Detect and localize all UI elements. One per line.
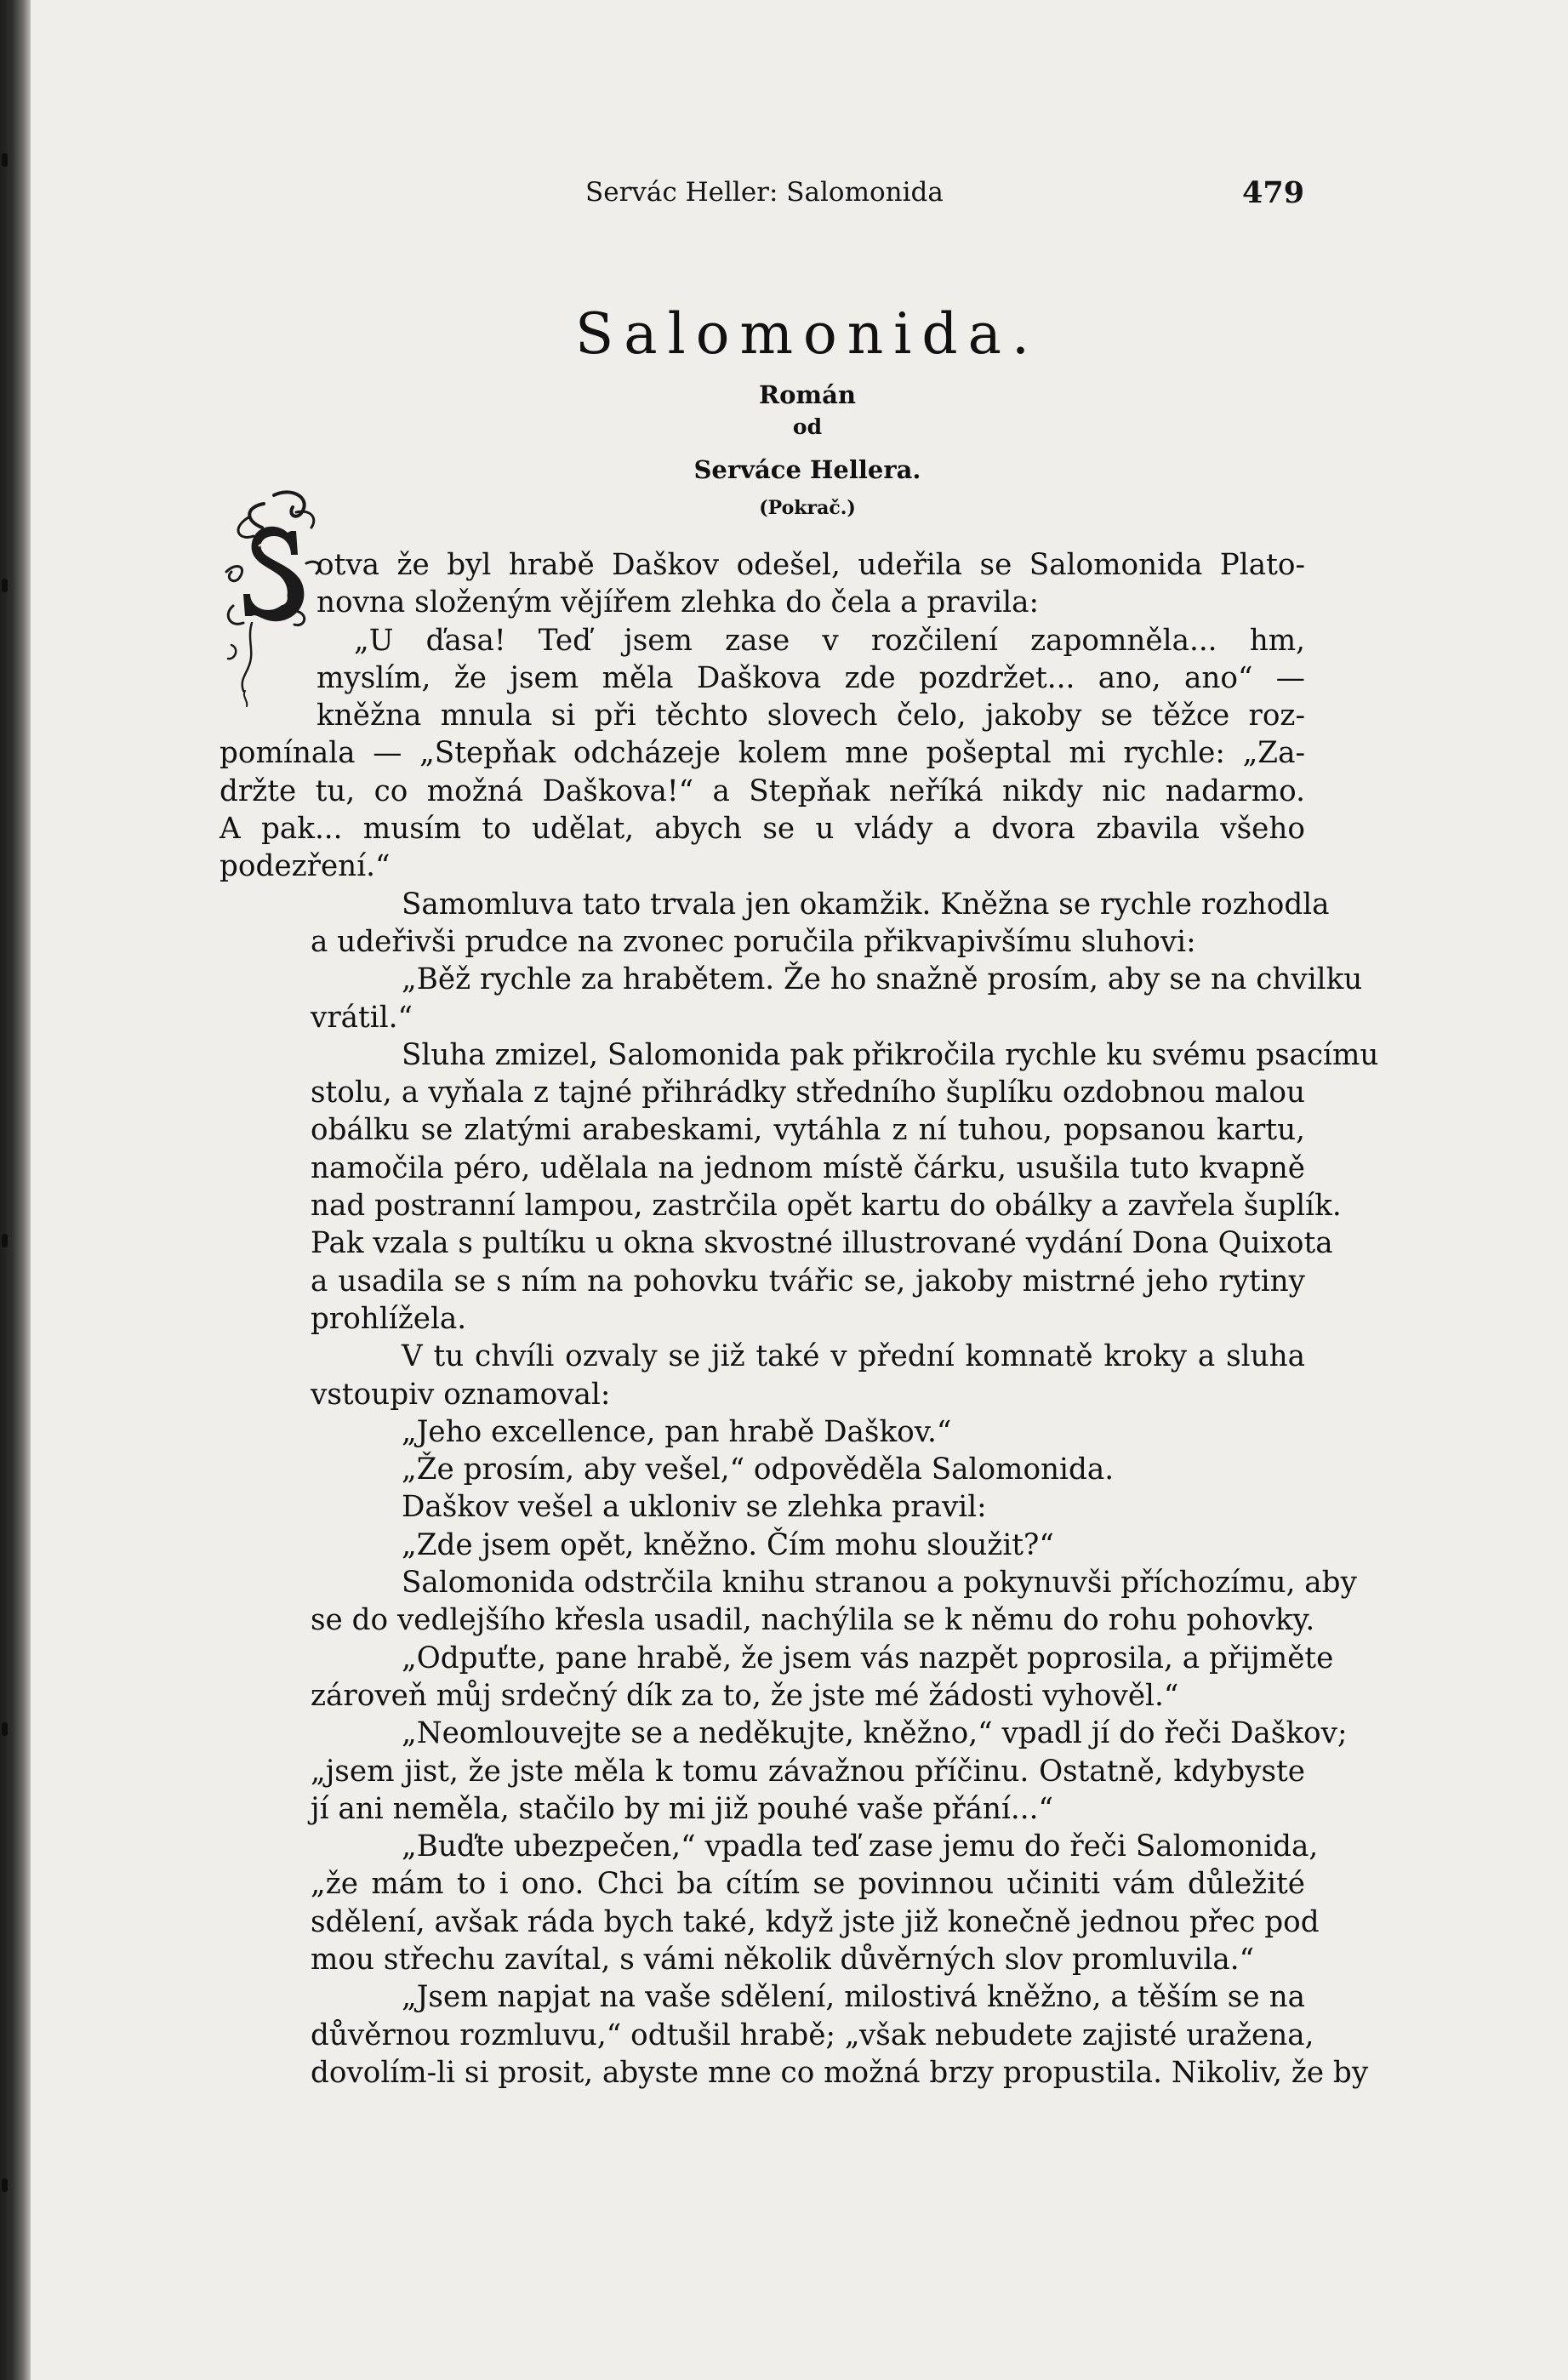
text-line: Sluha zmizel, Salomonida pak přikročila rychle ku svému psacímu bbox=[402, 1037, 1379, 1072]
chapter-title: Salomonida. bbox=[575, 301, 1040, 367]
text-line: „jsem jist, že jste měla k tomu závažnou příčinu. Ostatně, kdybyste bbox=[311, 1754, 1305, 1789]
text-line: „Běž rychle za hrabětem. Že ho snažně prosím, aby se na chvilku bbox=[402, 962, 1363, 997]
text-line: mou střechu zavítal, s vámi několik důvěrných slov promluvila.“ bbox=[311, 1942, 1255, 1977]
continuation-note: (Pokrač.) bbox=[759, 497, 856, 519]
page-header bbox=[0, 177, 1568, 220]
text-line: kněžna mnula si při těchto slovech čelo, jakoby se těžce roz- bbox=[316, 699, 1305, 733]
text-line: podezření.“ bbox=[220, 849, 391, 884]
text-line: „že mám to i ono. Chci ba cítím se povinnou učiniti vám důležité bbox=[311, 1867, 1305, 1902]
paragraph bbox=[220, 1488, 1305, 1526]
text-line: vrátil.“ bbox=[311, 1000, 413, 1035]
paragraph bbox=[220, 1527, 1305, 1564]
text-line: „Zde jsem opět, kněžno. Čím mohu sloužit?“ bbox=[402, 1527, 1054, 1562]
paragraph bbox=[220, 1451, 1305, 1488]
text-line: „Buďte ubezpečen,“ vpadla teď zase jemu do řeči Salomonida, bbox=[402, 1829, 1319, 1864]
text-line: se do vedlejšího křesla usadil, nachýlila se k němu do rohu pohovky. bbox=[311, 1603, 1315, 1638]
page-number: 479 bbox=[1242, 175, 1305, 210]
binding-mark bbox=[2, 1234, 8, 1247]
author-name: Serváce Hellera. bbox=[693, 455, 921, 484]
text-line: „Jsem napjat na vaše sdělení, milostivá kněžno, a těším se na bbox=[402, 1980, 1305, 2015]
text-line: nad postranní lampou, zastrčila opět kartu do obálky a zavřela šuplík. bbox=[311, 1189, 1342, 1224]
running-head: Servác Heller: Salomonida bbox=[585, 177, 944, 208]
text-line: a usadila se s ním na pohovku tvářic se, jakoby mistrné jeho rytiny bbox=[311, 1264, 1305, 1298]
paragraph bbox=[220, 961, 1363, 1036]
text-line: důvěrnou rozmluvu,“ odtušil hrabě; „však nebudete zajisté uražena, bbox=[311, 2018, 1314, 2052]
binding-mark bbox=[2, 1722, 8, 1736]
binding-mark bbox=[2, 579, 8, 592]
text-line: Samomluva tato trvala jen okamžik. Kněžna se rychle rozhodla bbox=[402, 887, 1330, 922]
text-line: jí ani neměla, stačilo by mi již pouhé vaše přání...“ bbox=[311, 1791, 1053, 1826]
text-line: vstoupiv oznamoval: bbox=[311, 1377, 611, 1412]
text-line: otva že byl hrabě Daškov odešel, udeřila se Salomonida Plato- bbox=[316, 548, 1305, 582]
binding-mark bbox=[2, 153, 8, 167]
text-line: novna složeným vějířem zlehka do čela a pravila: bbox=[316, 585, 1040, 620]
text-line: myslím, že jsem měla Daškova zde pozdržet... ano, ano“ — bbox=[316, 660, 1305, 695]
text-line: „Jeho excellence, pan hrabě Daškov.“ bbox=[402, 1414, 952, 1449]
paragraph bbox=[220, 1036, 1379, 1338]
text-line: obálku se zlatými arabeskami, vytáhla z ní tuhou, popsanou kartu, bbox=[311, 1113, 1305, 1148]
paragraph bbox=[220, 1338, 1305, 1413]
paragraph bbox=[220, 1564, 1357, 1640]
paragraph bbox=[220, 886, 1330, 962]
paragraph bbox=[220, 1715, 1348, 1828]
text-line: „Odpuťte, pane hrabě, že jsem vás nazpět poprosila, a přijměte bbox=[402, 1641, 1334, 1675]
text-line: Pak vzala s pultíku u okna skvostné illustrované vydání Dona Quixota bbox=[311, 1226, 1333, 1261]
text-line: držte tu, co možná Daškova!“ a Stepňak neříká nikdy nic nadarmo. bbox=[220, 773, 1305, 808]
text-line: stolu, a vyňala z tajné přihrádky středního šuplíku ozdobnou malou bbox=[311, 1076, 1305, 1110]
text-line: „U ďasa! Teď jsem zase v rozčilení zapomněla... hm, bbox=[354, 623, 1305, 658]
text-line: sdělení, avšak ráda bych také, když jste již konečně jednou přec pod bbox=[311, 1904, 1320, 1939]
text-line: Salomonida odstrčila knihu stranou a pokynuvši příchozímu, aby bbox=[402, 1566, 1357, 1601]
article-body bbox=[220, 546, 1379, 2092]
text-line: „Že prosím, aby vešel,“ odpověděla Salomonida. bbox=[402, 1453, 1115, 1487]
paragraph bbox=[220, 1828, 1320, 1978]
text-line: a udeřivši prudce na zvonec poručila přikvapivšímu sluhovi: bbox=[311, 924, 1196, 959]
paragraph bbox=[220, 1413, 1305, 1451]
text-line: dovolím-li si prosit, abyste mne co možná brzy propustila. Nikoliv, že by bbox=[311, 2055, 1369, 2090]
genre-label: Román bbox=[758, 380, 856, 409]
paragraph bbox=[220, 1978, 1369, 2092]
paragraph bbox=[220, 546, 1305, 886]
text-line: namočila péro, udělala na jednom místě čárku, usušila tuto kvapně bbox=[311, 1150, 1305, 1185]
by-label: od bbox=[792, 414, 823, 439]
text-line: „Neomlouvejte se a neděkujte, kněžno,“ vpadl jí do řeči Daškov; bbox=[402, 1716, 1348, 1751]
text-line: V tu chvíli ozvaly se již také v přední komnatě kroky a sluha bbox=[402, 1339, 1305, 1374]
text-line: Daškov vešel a ukloniv se zlehka pravil: bbox=[402, 1490, 987, 1525]
binding-mark bbox=[2, 2178, 8, 2192]
text-line: A pak... musím to udělat, abych se u vlády a dvora zbavila všeho bbox=[220, 812, 1305, 847]
paragraph bbox=[220, 1640, 1334, 1715]
text-line: pomínala — „Stepňak odcházeje kolem mne pošeptal mi rychle: „Za- bbox=[220, 736, 1305, 771]
text-line: zároveň můj srdečný dík za to, že jste mé žádosti vyhověl.“ bbox=[311, 1678, 1179, 1713]
text-line: prohlížela. bbox=[311, 1301, 467, 1336]
